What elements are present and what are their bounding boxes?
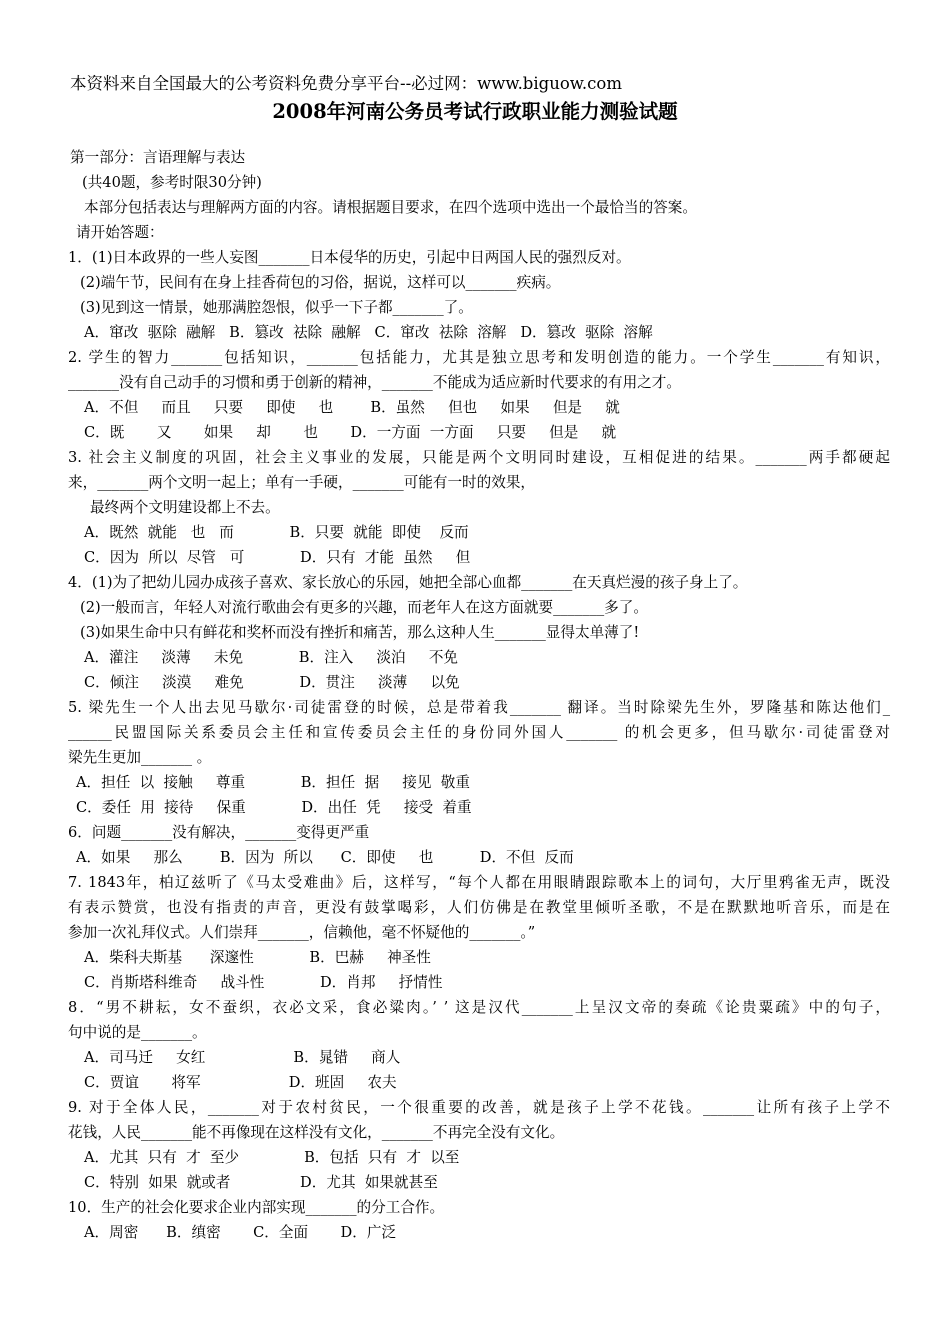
section-heading: 第一部分：言语理解与表达 (70, 149, 246, 166)
q8-line2: 句中说的是_______。 (68, 1024, 207, 1041)
q9-options-ab: A．尤其 只有 才 至少 B．包括 只有 才 以至 (84, 1149, 460, 1166)
q9-line1: 9. 对于全体人民，_______对于农村贫民，一个很重要的改善，就是孩子上学不花钱。_______让所有孩子上学不 (68, 1099, 890, 1116)
q2-line2: _______没有自己动手的习惯和勇于创新的精神，_______不能成为适应新时代要求的有用之才。 (68, 374, 681, 391)
q10-line1: 10．生产的社会化要求企业内部实现_______的分工合作。 (68, 1199, 445, 1216)
q4-options-ab: A．灌注 淡薄 未免 B．注入 淡泊 不免 (84, 649, 459, 666)
q7-options-cd: C．肖斯塔科维奇 战斗性 D．肖邦 抒情性 (84, 974, 443, 991)
q8-line1: 8．“男不耕耘，女不蚕织，衣必文采，食必粱肉。’ ’ 这是汉代_______上呈汉文帝的奏疏《论贵粟疏》中的句子， (68, 999, 890, 1016)
q4-part2: (2)一般而言，年轻人对流行歌曲会有更多的兴趣，而老年人在这方面就要_______多了。 (80, 599, 648, 616)
q9-options-cd: C．特别 如果 就或者 D．尤其 如果就甚至 (84, 1174, 438, 1191)
q2-options-ab: A．不但 而且 只要 即使 也 B．虽然 但也 如果 但是 就 (84, 399, 620, 416)
q10-options: A．周密 B．缜密 C．全面 D．广泛 (84, 1224, 397, 1241)
q2-options-cd: C．既 又 如果 却 也 D．一方面 一方面 只要 但是 就 (84, 424, 617, 441)
q7-line3: 参加一次礼拜仪式。人们崇拜_______，信赖他，毫不怀疑他的_______。” (68, 924, 536, 941)
q3-line3: 最终两个文明建设都上不去。 (90, 499, 280, 516)
section-note: (共40题，参考时限30分钟) (82, 174, 262, 191)
q4-options-cd: C．倾注 淡漠 难免 D．贯注 淡薄 以免 (84, 674, 460, 691)
q5-options-cd: C．委任 用 接待 保重 D．出任 凭 接受 着重 (76, 799, 472, 816)
q9-line2: 花钱，人民_______能不再像现在这样没有文化，_______不再完全没有文化。 (68, 1124, 565, 1141)
q6-line1: 6．问题_______没有解决，_______变得更严重 (68, 824, 370, 841)
q8-options-ab: A．司马迁 女红 B．晁错 商人 (84, 1049, 401, 1066)
q1-part3: (3)见到这一情景，她那满腔怨恨，似乎一下子都_______了。 (80, 299, 473, 316)
instruction-start: 请开始答题： (76, 224, 164, 241)
q4-part3: (3)如果生命中只有鲜花和奖杯而没有挫折和痛苦，那么这种人生_______显得太单薄了! (80, 624, 640, 641)
q3-options-cd: C．因为 所以 尽管 可 D．只有 才能 虽然 但 (84, 549, 471, 566)
q8-options-cd: C．贾谊 将军 D．班固 农夫 (84, 1074, 397, 1091)
q7-line2: 有表示赞赏，也没有指责的声音，更没有鼓掌喝彩，人们仿佛是在教堂里倾听圣歌，不是在默默地听音乐，而是在 (68, 899, 890, 916)
q1-part2: (2)端午节，民间有在身上挂香荷包的习俗，据说，这样可以_______疾病。 (80, 274, 561, 291)
q5-options-ab: A．担任 以 接触 尊重 B．担任 据 接见 敬重 (76, 774, 470, 791)
q5-line1: 5. 梁先生一个人出去见马歇尔·司徒雷登的时候，总是带着我_______ 翻译。当时除梁先生外，罗隆基和陈达他们_ (68, 699, 890, 716)
q3-options-ab: A．既然 就能 也 而 B．只要 就能 即使 反而 (84, 524, 469, 541)
q5-line2: ______民盟国际关系委员会主任和宣传委员会主任的身份同外国人_______ 的机会更多，但马歇尔·司徒雷登对 (68, 724, 890, 741)
q4-part1: 4．(1)为了把幼儿园办成孩子喜欢、家长放心的乐园，她把全部心血都_______在天真烂漫的孩子身上了。 (68, 574, 748, 591)
instruction: 本部分包括表达与理解两方面的内容。请根据题目要求，在四个选项中选出一个最恰当的答案。 (84, 199, 697, 216)
q1-options: A．窜改 驱除 融解 B．篡改 祛除 融解 C．窜改 祛除 溶解 D．篡改 驱除 溶解 (84, 324, 653, 341)
q5-line3: 梁先生更加_______ 。 (68, 749, 212, 766)
q1-part1: 1．(1)日本政界的一些人妄图_______日本侵华的历史，引起中日两国人民的强烈反对。 (68, 249, 631, 266)
source-header: 本资料来自全国最大的公考资料免费分享平台--必过网：www.biguow.com (70, 74, 623, 93)
q7-options-ab: A．柴科夫斯基 深邃性 B．巴赫 神圣性 (84, 949, 431, 966)
q2-line1: 2. 学生的智力_______包括知识，_______包括能力，尤其是独立思考和发明创造的能力。一个学生_______有知识， (68, 349, 890, 366)
page-title: 2008年河南公务员考试行政职业能力测验试题 (272, 100, 678, 123)
q6-options: A．如果 那么 B．因为 所以 C．即使 也 D．不但 反而 (76, 849, 574, 866)
q7-line1: 7. 1843年，柏辽兹听了《马太受难曲》后，这样写，“每个人都在用眼睛跟踪歌本上的词句，大厅里鸦雀无声，既没 (68, 874, 890, 891)
q3-line2: 来，_______两个文明一起上；单有一手硬，_______可能有一时的效果， (68, 474, 536, 491)
q3-line1: 3. 社会主义制度的巩固，社会主义事业的发展，只能是两个文明同时建设，互相促进的结果。_______两手都硬起 (68, 449, 890, 466)
